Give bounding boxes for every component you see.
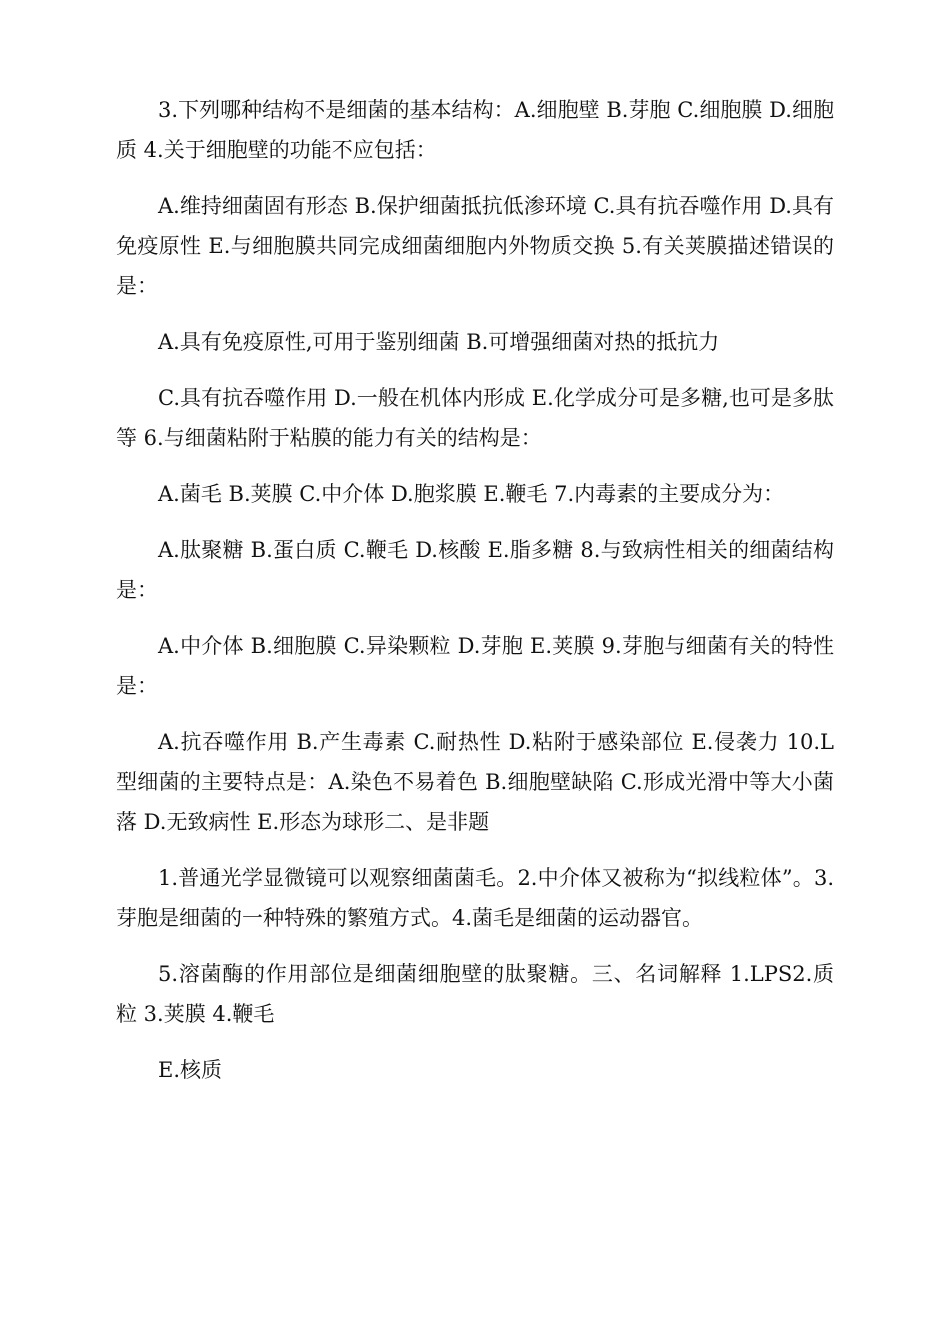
paragraph-q7-options: A.肽聚糖 B.蛋白质 C.鞭毛 D.核酸 E.脂多糖 8.与致病性相关的细菌结构是： — [116, 538, 834, 602]
paragraph-q5-options-ce: C.具有抗吞噬作用 D.一般在机体内形成 E.化学成分可是多糖,也可是多肽等 6.与细菌粘附于粘膜的能力有关的结构是： — [116, 386, 834, 450]
paragraph-trailing-option: E.核质 — [158, 1058, 223, 1082]
paragraph-true-false-5-terms: 5.溶菌酶的作用部位是细菌细胞壁的肽聚糖。三、名词解释 1.LPS2.质粒 3.荚膜 4.鞭毛 — [116, 962, 834, 1026]
paragraph-q6-options: A.菌毛 B.荚膜 C.中介体 D.胞浆膜 E.鞭毛 7.内毒素的主要成分为： — [158, 482, 785, 506]
paragraph-q4-options: A.维持细菌固有形态 B.保护细菌抵抗低渗环境 C.具有抗吞噬作用 D.具有免疫原性 E.与细胞膜共同完成细菌细胞内外物质交换 5.有关荚膜描述错误的是： — [116, 194, 834, 298]
paragraph-true-false-1-4: 1.普通光学显微镜可以观察细菌菌毛。2.中介体又被称为“拟线粒体”。3.芽胞是细菌的一种特殊的繁殖方式。4.菌毛是细菌的运动器官。 — [116, 866, 834, 930]
paragraph-q9-q10: A.抗吞噬作用 B.产生毒素 C.耐热性 D.粘附于感染部位 E.侵袭力 10.L 型细菌的主要特点是：A.染色不易着色 B.细胞壁缺陷 C.形成光滑中等大小菌落 D.无致病性 E.形态为球形二、是非题 — [116, 730, 834, 834]
paragraph-q5-options-ab: A.具有免疫原性,可用于鉴别细菌 B.可增强细菌对热的抵抗力 — [158, 330, 720, 354]
paragraph-q3-q4: 3.下列哪种结构不是细菌的基本结构：A.细胞壁 B.芽胞 C.细胞膜 D.细胞质 4.关于细胞壁的功能不应包括： — [116, 98, 834, 162]
document-body — [116, 90, 834, 1106]
paragraph-q8-options: A.中介体 B.细胞膜 C.异染颗粒 D.芽胞 E.荚膜 9.芽胞与细菌有关的特性是： — [116, 634, 834, 698]
